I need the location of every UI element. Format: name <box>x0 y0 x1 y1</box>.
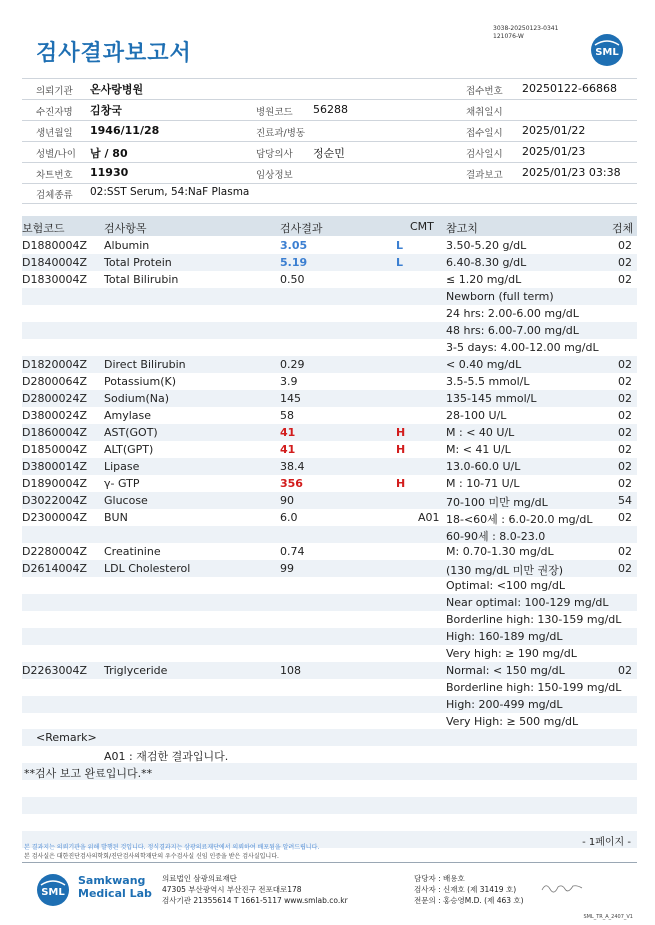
specimen-value: 02:SST Serum, 54:NaF Plasma <box>90 186 250 198</box>
table-row <box>22 645 637 662</box>
reference-range-cell: (130 mg/dL 미만 권장) <box>446 564 564 577</box>
test-name-cell: Potassium(K) <box>104 375 177 388</box>
reference-range-cell: 18-<60세 : 6.0-20.0 mg/dL <box>446 513 593 526</box>
table-row <box>22 543 637 560</box>
company-name-en-line-1: Samkwang <box>78 874 146 887</box>
result-value-cell: 0.50 <box>280 273 305 286</box>
reference-range-cell: M: 0.70-1.30 mg/dL <box>446 545 554 558</box>
test-date-value: 2025/01/23 <box>522 145 586 158</box>
result-value-cell: 41 <box>280 426 296 439</box>
patient-value: 김창국 <box>90 104 122 117</box>
company-name-en <box>78 874 152 900</box>
specimen-cell: 02 <box>618 392 632 405</box>
col-result: 검사결과 <box>280 222 323 235</box>
header-divider <box>22 99 637 100</box>
reference-range-cell: High: 160-189 mg/dL <box>446 630 563 643</box>
insurance-code-cell: D1850004Z <box>22 443 87 456</box>
insurance-code-cell: D1830004Z <box>22 273 87 286</box>
result-value-cell: 145 <box>280 392 301 405</box>
doctor-label: 담당의사 <box>256 149 293 160</box>
result-value-cell: 99 <box>280 562 294 575</box>
specimen-cell: 02 <box>618 273 632 286</box>
remark-row <box>22 746 637 763</box>
reference-range-cell: < 0.40 mg/dL <box>446 358 522 371</box>
document-code <box>493 25 558 41</box>
table-row <box>22 577 637 594</box>
reference-range-cell: M : < 40 U/L <box>446 426 515 439</box>
reference-range-cell: 3.5-5.5 mmol/L <box>446 375 530 388</box>
table-row <box>22 390 637 407</box>
blank-row <box>22 797 637 814</box>
specimen-cell: 02 <box>618 562 632 575</box>
flag-cell: H <box>396 426 406 439</box>
result-value-cell: 41 <box>280 443 296 456</box>
table-row <box>22 458 637 475</box>
insurance-code-cell: D2300004Z <box>22 511 87 524</box>
report-complete-text: **검사 보고 완료입니다.** <box>24 767 153 780</box>
flag-cell: H <box>396 477 406 490</box>
table-row <box>22 713 637 730</box>
result-value-cell: 58 <box>280 409 294 422</box>
insurance-code-cell: D1860004Z <box>22 426 87 439</box>
specimen-cell: 02 <box>618 375 632 388</box>
document-code-line-1: 3038-20250123-0341 <box>493 25 559 32</box>
table-row <box>22 322 637 339</box>
specimen-cell: 02 <box>618 545 632 558</box>
reference-range-cell: 48 hrs: 6.00-7.00 mg/dL <box>446 324 579 337</box>
header-divider <box>22 120 637 121</box>
clinical-info-label: 임상정보 <box>256 170 293 181</box>
insurance-code-cell: D2800064Z <box>22 375 87 388</box>
table-row <box>22 339 637 356</box>
specimen-cell: 02 <box>618 256 632 269</box>
table-row <box>22 560 637 577</box>
table-row <box>22 628 637 645</box>
insurance-code-cell: D3022004Z <box>22 494 87 507</box>
reference-range-cell: Normal: < 150 mg/dL <box>446 664 565 677</box>
specimen-cell: 02 <box>618 239 632 252</box>
reference-range-cell: 60-90세 : 8.0-23.0 <box>446 530 546 543</box>
report-time-value: 2025/01/23 03:38 <box>522 166 621 179</box>
table-row <box>22 288 637 305</box>
receipt-date-value: 2025/01/22 <box>522 124 586 137</box>
col-test-name: 검사항목 <box>104 222 147 235</box>
insurance-code-cell: D2800024Z <box>22 392 87 405</box>
flag-cell: L <box>396 239 404 252</box>
reference-range-cell: 135-145 mmol/L <box>446 392 537 405</box>
test-date-label: 검사일시 <box>466 149 503 160</box>
collect-date-label: 채취일시 <box>466 107 503 118</box>
table-row <box>22 475 637 492</box>
sex-age-label: 성별/나이 <box>36 149 76 160</box>
reference-range-cell: Near optimal: 100-129 mg/dL <box>446 596 609 609</box>
test-name-cell: Triglyceride <box>104 664 168 677</box>
col-insurance-code: 보험코드 <box>22 222 65 235</box>
flag-cell: L <box>396 256 404 269</box>
reference-range-cell: 6.40-8.30 g/dL <box>446 256 527 269</box>
table-row <box>22 373 637 390</box>
test-name-cell: Sodium(Na) <box>104 392 169 405</box>
table-row <box>22 305 637 322</box>
table-row <box>22 679 637 696</box>
specimen-cell: 54 <box>618 494 632 507</box>
receipt-date-label: 접수일시 <box>466 128 503 139</box>
specimen-cell: 02 <box>618 426 632 439</box>
result-value-cell: 38.4 <box>280 460 305 473</box>
chart-no-value: 11930 <box>90 166 129 179</box>
table-row <box>22 407 637 424</box>
hospital-code-value: 56288 <box>313 103 348 116</box>
reference-range-cell: 28-100 U/L <box>446 409 507 422</box>
table-row <box>22 611 637 628</box>
test-name-cell: γ- GTP <box>104 477 140 490</box>
dept-label: 진료과/병동 <box>256 128 306 139</box>
reference-range-cell: M : 10-71 U/L <box>446 477 520 490</box>
result-value-cell: 3.05 <box>280 239 308 252</box>
result-value-cell: 5.19 <box>280 256 308 269</box>
doctor-value: 정순민 <box>313 147 345 160</box>
col-cmt: CMT <box>410 220 434 233</box>
institution-value: 온사랑병원 <box>90 83 144 96</box>
receipt-no-value: 20250122-66868 <box>522 82 617 95</box>
remark-row <box>22 729 637 746</box>
result-value-cell: 3.9 <box>280 375 298 388</box>
sex-age-value: 남 / 80 <box>90 147 128 160</box>
specimen-label: 검체종류 <box>36 190 73 201</box>
test-name-cell: Glucose <box>104 494 148 507</box>
insurance-code-cell: D2263004Z <box>22 664 87 677</box>
insurance-code-cell: D1890004Z <box>22 477 87 490</box>
col-specimen: 검체 <box>612 222 634 235</box>
reference-range-cell: Borderline high: 130-159 mg/dL <box>446 613 622 626</box>
sml-logo-text: SML <box>595 47 619 58</box>
insurance-code-cell: D1820004Z <box>22 358 87 371</box>
table-row <box>22 271 637 288</box>
remark-text: A01 : 재검한 결과입니다. <box>104 750 229 763</box>
signature-image <box>540 880 584 894</box>
result-value-cell: 0.29 <box>280 358 305 371</box>
table-row <box>22 424 637 441</box>
company-name-en-line-2: Medical Lab <box>78 887 152 900</box>
header-divider <box>22 203 637 204</box>
reference-range-cell: 3-5 days: 4.00-12.00 mg/dL <box>446 341 599 354</box>
blank-row <box>22 780 637 797</box>
col-reference: 참고치 <box>446 222 478 235</box>
report-time-label: 결과보고 <box>466 170 503 181</box>
sml-logo-icon <box>36 873 70 907</box>
reference-range-cell: ≤ 1.20 mg/dL <box>446 273 522 286</box>
test-name-cell: ALT(GPT) <box>104 443 154 456</box>
table-row <box>22 594 637 611</box>
company-address: 47305 부산광역시 부산진구 전포대로178 <box>162 885 302 894</box>
test-name-cell: BUN <box>104 511 128 524</box>
reference-range-cell: Borderline high: 150-199 mg/dL <box>446 681 622 694</box>
results-table-header <box>22 216 637 236</box>
insurance-code-cell: D1880004Z <box>22 239 87 252</box>
specimen-cell: 02 <box>618 477 632 490</box>
insurance-code-cell: D3800014Z <box>22 460 87 473</box>
test-name-cell: Creatinine <box>104 545 161 558</box>
table-row <box>22 356 637 373</box>
table-row <box>22 509 637 526</box>
staff-physician: 전문의 : 홍승영M.D. (제 463 호) <box>414 896 524 905</box>
blank-row <box>22 814 637 831</box>
staff-tester: 검사자 : 신재호 (제 31419 호) <box>414 885 517 894</box>
reference-range-cell: 24 hrs: 2.00-6.00 mg/dL <box>446 307 579 320</box>
reference-range-cell: Optimal: <100 mg/dL <box>446 579 565 592</box>
dob-value: 1946/11/28 <box>90 124 160 137</box>
form-code: SML_TR_A_2407_V1 <box>583 914 633 920</box>
sml-logo-icon <box>590 33 624 67</box>
cmt-cell: A01 <box>418 511 440 524</box>
result-value-cell: 356 <box>280 477 303 490</box>
test-name-cell: Total Bilirubin <box>104 273 179 286</box>
remark-title: <Remark> <box>36 731 97 744</box>
chart-no-label: 차트번호 <box>36 170 73 181</box>
specimen-cell: 02 <box>618 460 632 473</box>
footer-divider <box>22 862 637 863</box>
table-row <box>22 441 637 458</box>
header-divider <box>22 183 637 184</box>
result-value-cell: 108 <box>280 664 301 677</box>
specimen-cell: 02 <box>618 511 632 524</box>
footer-note-1: 본 결과지는 의뢰기관을 위해 발행된 것입니다. 정식결과지는 삼광의료재단에서 의뢰하여 배포됨을 알려드립니다. <box>24 844 320 851</box>
table-row <box>22 696 637 713</box>
table-row <box>22 492 637 509</box>
table-row <box>22 526 637 543</box>
insurance-code-cell: D2280004Z <box>22 545 87 558</box>
document-code-line-2: 121076-W <box>493 33 524 40</box>
result-value-cell: 6.0 <box>280 511 298 524</box>
sml-logo-text: SML <box>41 887 65 898</box>
insurance-code-cell: D2614004Z <box>22 562 87 575</box>
company-name-kr: 의료법인 삼광의료재단 <box>162 874 237 883</box>
reference-range-cell: 13.0-60.0 U/L <box>446 460 521 473</box>
remark-row <box>22 763 637 780</box>
header-divider <box>22 141 637 142</box>
specimen-cell: 02 <box>618 358 632 371</box>
reference-range-cell: M: < 41 U/L <box>446 443 511 456</box>
insurance-code-cell: D3800024Z <box>22 409 87 422</box>
receipt-no-label: 접수번호 <box>466 86 503 97</box>
reference-range-cell: Newborn (full term) <box>446 290 554 303</box>
table-row <box>22 662 637 679</box>
result-value-cell: 90 <box>280 494 294 507</box>
header-divider <box>22 78 637 79</box>
reference-range-cell: High: 200-499 mg/dL <box>446 698 563 711</box>
footer-note-2: 본 검사실은 대한진단검사의학회/진단검사의학재단의 우수검사실 신임 인증을 받은 검사실입니다. <box>24 853 279 860</box>
test-name-cell: LDL Cholesterol <box>104 562 191 575</box>
result-value-cell: 0.74 <box>280 545 305 558</box>
test-name-cell: Albumin <box>104 239 150 252</box>
reference-range-cell: 70-100 미만 mg/dL <box>446 496 548 509</box>
page-number: - 1페이지 - <box>582 837 631 848</box>
reference-range-cell: Very high: ≥ 190 mg/dL <box>446 647 577 660</box>
company-contact: 검사기관 21355614 T 1661-5117 www.smlab.co.kr <box>162 896 348 905</box>
insurance-code-cell: D1840004Z <box>22 256 87 269</box>
reference-range-cell: Very High: ≥ 500 mg/dL <box>446 715 579 728</box>
test-name-cell: AST(GOT) <box>104 426 158 439</box>
specimen-cell: 02 <box>618 409 632 422</box>
test-name-cell: Lipase <box>104 460 140 473</box>
table-row <box>22 237 637 254</box>
hospital-code-label: 병원코드 <box>256 107 293 118</box>
reference-range-cell: 3.50-5.20 g/dL <box>446 239 527 252</box>
dob-label: 생년월일 <box>36 128 73 139</box>
staff-manager: 담당자 : 배용호 <box>414 874 465 883</box>
test-name-cell: Total Protein <box>104 256 172 269</box>
test-name-cell: Direct Bilirubin <box>104 358 186 371</box>
flag-cell: H <box>396 443 406 456</box>
specimen-cell: 02 <box>618 664 632 677</box>
table-row <box>22 254 637 271</box>
specimen-cell: 02 <box>618 443 632 456</box>
header-divider <box>22 162 637 163</box>
patient-label: 수진자명 <box>36 107 73 118</box>
test-name-cell: Amylase <box>104 409 152 422</box>
report-title: 검사결과보고서 <box>36 41 192 66</box>
institution-label: 의뢰기관 <box>36 86 73 97</box>
